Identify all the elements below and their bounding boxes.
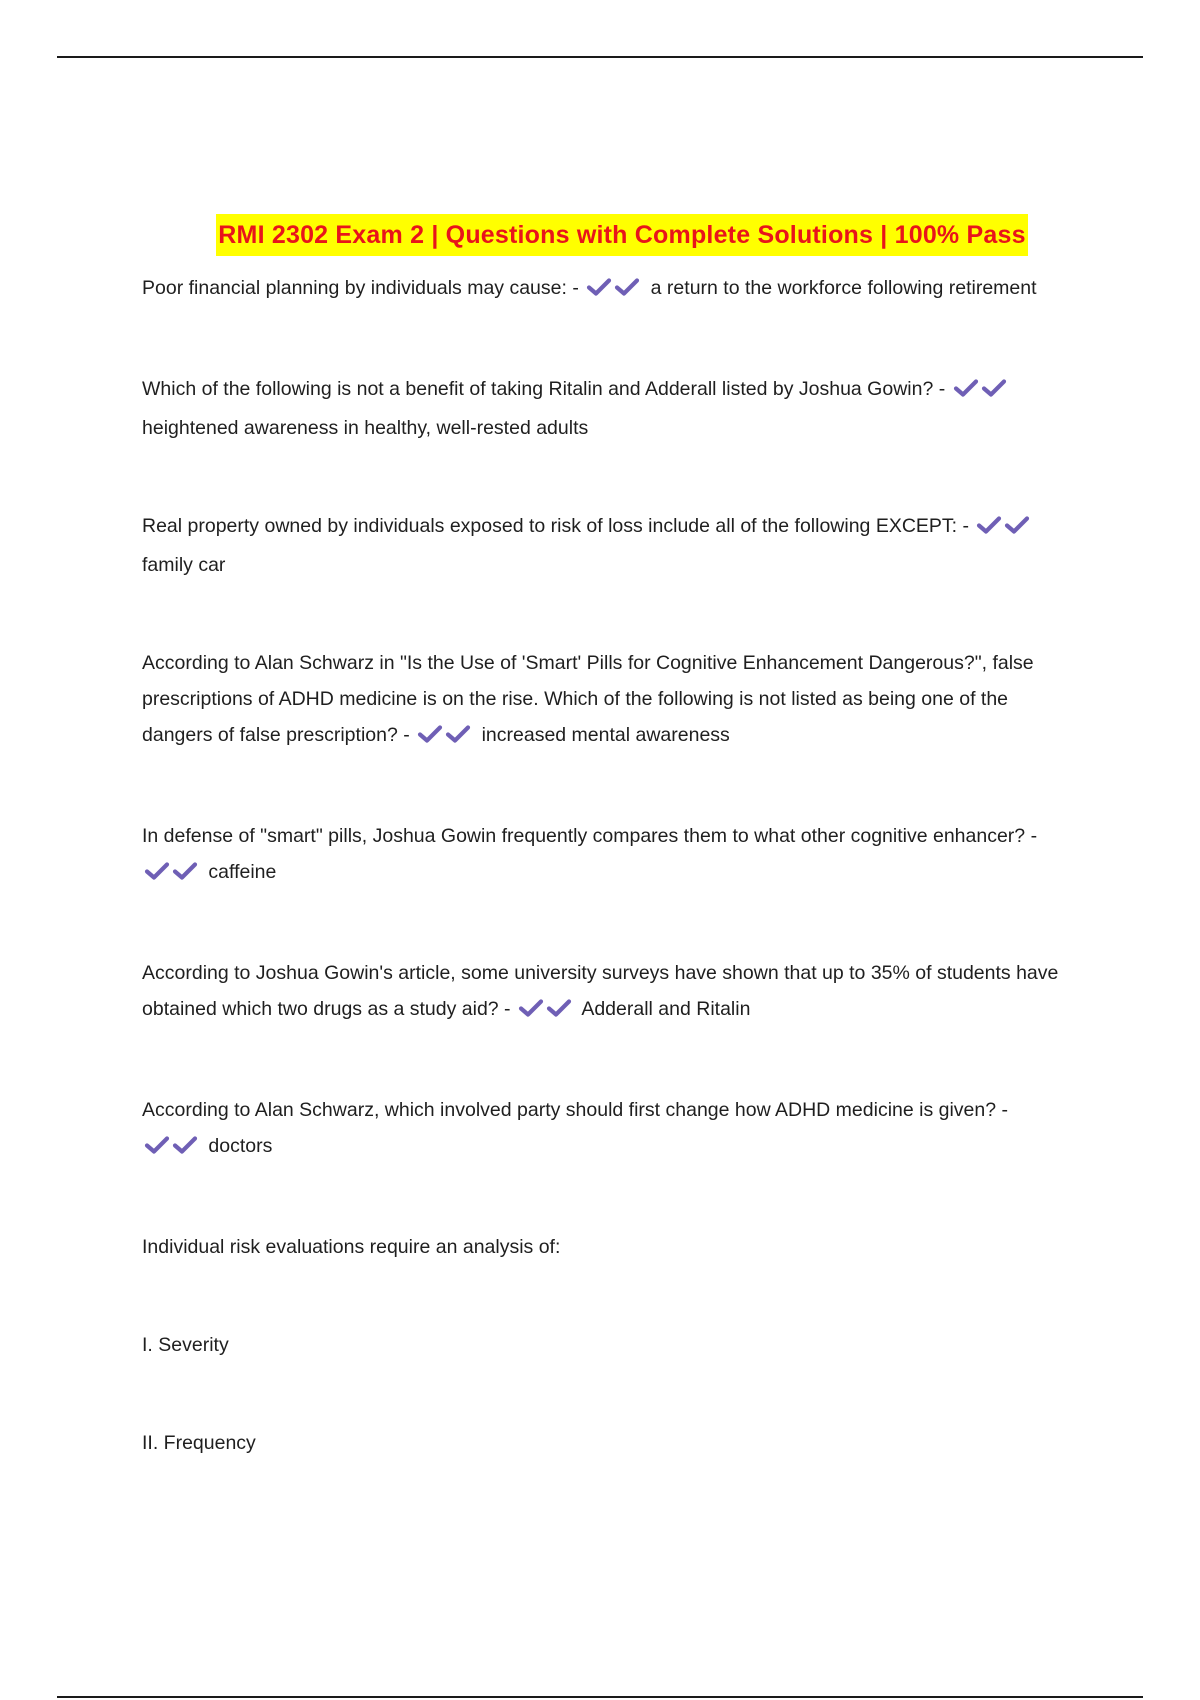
answer-text: caffeine [208, 861, 277, 883]
check-icon [445, 724, 471, 744]
list-item-frequency: II. Frequency [142, 1432, 256, 1454]
question-text: Which of the following is not a benefit of taking Ritalin and Adderall listed by Joshua Gowin? - [142, 378, 946, 400]
qa-item-3 [142, 508, 1072, 583]
answer-text: increased mental awareness [481, 724, 730, 746]
check-icon [953, 378, 979, 398]
question-text: According to Joshua Gowin's article, some university surveys have shown that up to 35% of students have obtained which two drugs as a study aid? - [142, 962, 1059, 1020]
qa-item-6 [142, 955, 1072, 1030]
check-icon [976, 515, 1002, 535]
check-icon [417, 724, 443, 744]
check-icon [172, 861, 198, 881]
double-check-icon [144, 857, 200, 893]
document-body [142, 214, 1072, 1461]
check-icon [144, 1135, 170, 1155]
list-item-severity: I. Severity [142, 1334, 229, 1356]
bottom-rule [57, 1696, 1143, 1698]
double-check-icon [586, 273, 642, 309]
qa-item-1 [142, 270, 1072, 309]
check-icon [546, 998, 572, 1018]
double-check-icon [417, 720, 473, 756]
qa-item-5 [142, 818, 1072, 893]
check-icon [981, 378, 1007, 398]
answer-text: doctors [208, 1135, 273, 1157]
answer-text: Adderall and Ritalin [581, 998, 751, 1020]
check-icon [518, 998, 544, 1018]
double-check-icon [976, 511, 1032, 547]
double-check-icon [518, 994, 574, 1030]
check-icon [1004, 515, 1030, 535]
question-text: Real property owned by individuals exposed to risk of loss include all of the following EXCEPT: - [142, 515, 970, 537]
document-title: RMI 2302 Exam 2 | Questions with Complete Solutions | 100% Pass [216, 214, 1027, 256]
check-icon [614, 277, 640, 297]
double-check-icon [953, 374, 1009, 410]
qa-item-7 [142, 1092, 1072, 1167]
question-text: According to Alan Schwarz, which involved party should first change how ADHD medicine is given? - [142, 1099, 1009, 1121]
check-icon [172, 1135, 198, 1155]
answer-text: heightened awareness in healthy, well-rested adults [142, 417, 589, 439]
trailing-question: Individual risk evaluations require an analysis of: [142, 1236, 561, 1258]
title-wrap [122, 214, 1122, 256]
question-text: Poor financial planning by individuals may cause: - [142, 277, 579, 299]
question-text: In defense of "smart" pills, Joshua Gowin frequently compares them to what other cognitive enhancer? - [142, 825, 1038, 847]
top-rule [57, 56, 1143, 58]
qa-item-2 [142, 371, 1072, 446]
check-icon [586, 277, 612, 297]
check-icon [144, 861, 170, 881]
double-check-icon [144, 1131, 200, 1167]
answer-text: family car [142, 554, 226, 576]
question-text: According to Alan Schwarz in "Is the Use of 'Smart' Pills for Cognitive Enhancement Dangerous?", false prescriptions of ADHD medicine is on the rise. Which of the following is not listed as being one of the dangers of false prescription? - [142, 652, 1034, 746]
answer-text: a return to the workforce following retirement [650, 277, 1037, 299]
qa-item-4 [142, 645, 1072, 756]
